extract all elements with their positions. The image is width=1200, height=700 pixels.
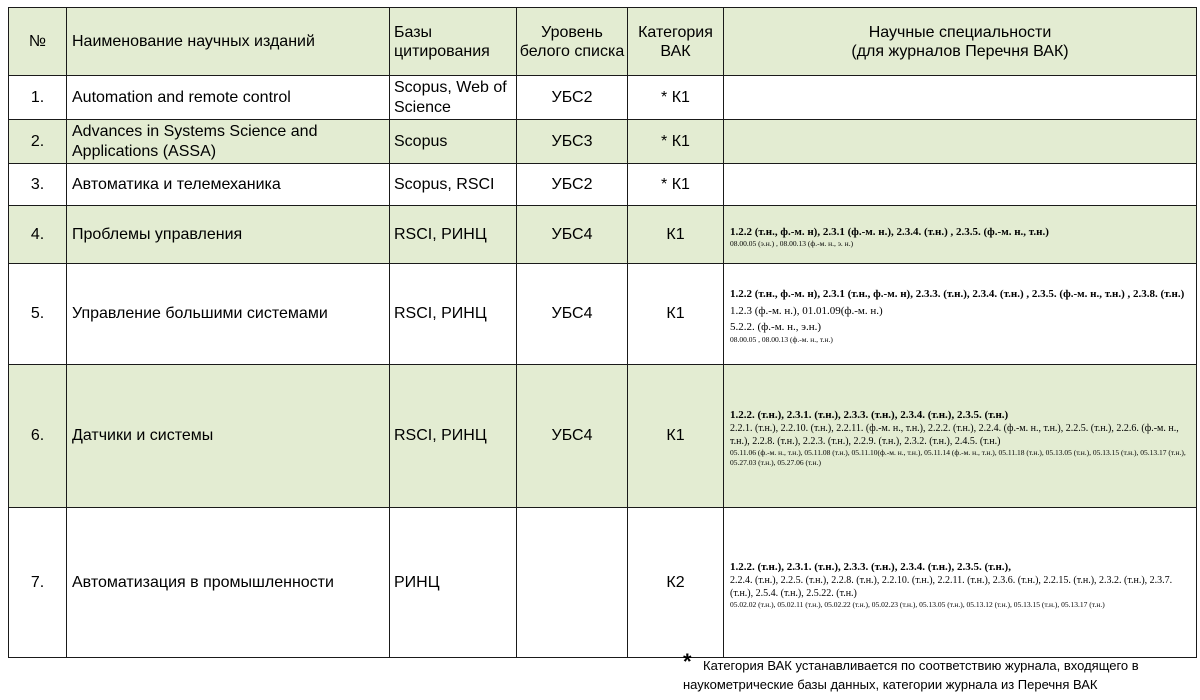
- spec-secondary: 2.2.4. (т.н.), 2.2.5. (т.н.), 2.2.8. (т.н.), 2.2.10. (т.н.), 2.2.11. (т.н.), 2.3.6. (т.н.), 2.2.15. (т.н.), 2.3.2. (т.н.), 2.3.7. (т.н.), 2.5.4. (т.н.), 2.5.22. (т.н.): [730, 574, 1173, 599]
- journal-name: Управление большими системами: [67, 264, 390, 365]
- specialties-cell: [724, 76, 1197, 120]
- spec-old-codes: 08.00.05 (э.н.) , 08.00.13 (ф.-м. н., э. н.): [730, 238, 854, 248]
- journal-name: Проблемы управления: [67, 206, 390, 264]
- whitelist-level: УБС2: [517, 76, 628, 120]
- header-whitelist-level: Уровень белого списка: [517, 8, 628, 76]
- footnote-line2: наукометрические базы данных, категории журнала из Перечня ВАК: [683, 677, 1098, 692]
- specialties-cell: [724, 206, 1197, 264]
- citation-bases: RSCI, РИНЦ: [390, 264, 517, 365]
- specialties-cell: [724, 264, 1197, 365]
- header-vak-category: Категория ВАК: [628, 8, 724, 76]
- whitelist-level: УБС4: [517, 365, 628, 508]
- journal-name: Automation and remote control: [67, 76, 390, 120]
- citation-bases: Scopus, Web of Science: [390, 76, 517, 120]
- whitelist-level: [517, 508, 628, 658]
- spec-old-codes: 05.11.06 (ф.-м. н., т.н.), 05.11.08 (т.н.), 05.11.10(ф.-м. н., т.н.), 05.11.14 (ф.-м. н., т.н.), 05.11.18 (т.н.), 05.13.05 (т.н.), 05.13.15 (т.н.), 05.13.17 (т.н.), 05.27.03 (т.н.), 05.27.06 (т.н.): [730, 448, 1186, 467]
- whitelist-level: УБС4: [517, 206, 628, 264]
- spec-main: 1.2.2. (т.н.), 2.3.1. (т.н.), 2.3.3. (т.н.), 2.3.4. (т.н.), 2.3.5. (т.н.),: [730, 560, 1011, 573]
- row-num: 1.: [9, 76, 67, 120]
- row-num: 3.: [9, 164, 67, 206]
- table-row: [9, 508, 1197, 658]
- whitelist-level: УБС4: [517, 264, 628, 365]
- journal-name: Advances in Systems Science and Applications (ASSA): [67, 120, 390, 164]
- vak-category: К1: [628, 206, 724, 264]
- journals-table: [8, 7, 1197, 658]
- row-num: 4.: [9, 206, 67, 264]
- table-row: [9, 206, 1197, 264]
- specialties-cell: [724, 164, 1197, 206]
- specialties-cell: [724, 365, 1197, 508]
- whitelist-level: УБС2: [517, 164, 628, 206]
- specialties-cell: [724, 508, 1197, 658]
- table-row: [9, 264, 1197, 365]
- row-num: 6.: [9, 365, 67, 508]
- citation-bases: RSCI, РИНЦ: [390, 206, 517, 264]
- specialties-cell: [724, 120, 1197, 164]
- spec-old-codes: 08.00.05 , 08.00.13 (ф.-м. н., т.н.): [730, 335, 833, 344]
- row-num: 2.: [9, 120, 67, 164]
- vak-category: * К1: [628, 164, 724, 206]
- header-specialties: [724, 8, 1197, 76]
- citation-bases: RSCI, РИНЦ: [390, 365, 517, 508]
- spec-main: 1.2.2 (т.н., ф.-м. н), 2.3.1 (ф.-м. н.), 2.3.4. (т.н.) , 2.3.5. (ф.-м. н., т.н.): [730, 225, 1049, 238]
- footnote-asterisk: *: [683, 649, 692, 674]
- header-row: [9, 8, 1197, 76]
- spec-main: 1.2.2 (т.н., ф.-м. н), 2.3.1 (т.н., ф.-м. н), 2.3.3. (т.н.), 2.3.4. (т.н.) , 2.3.5. (ф.-м. н., т.н.) , 2.3.8. (т.н.): [730, 288, 1185, 300]
- header-specialties-line1: Научные специальности: [868, 23, 1052, 41]
- journal-name: Датчики и системы: [67, 365, 390, 508]
- vak-category: К1: [628, 264, 724, 365]
- citation-bases: РИНЦ: [390, 508, 517, 658]
- table-row: [9, 164, 1197, 206]
- footnote: [683, 649, 1193, 694]
- spec-old-codes: 05.02.02 (т.н.), 05.02.11 (т.н.), 05.02.22 (т.н.), 05.02.23 (т.н.), 05.13.05 (т.н.), 05.13.12 (т.н.), 05.13.15 (т.н.), 05.13.17 (т.н.): [730, 599, 1105, 609]
- vak-category: К1: [628, 365, 724, 508]
- table-row: [9, 365, 1197, 508]
- journal-name: Автоматика и телемеханика: [67, 164, 390, 206]
- vak-category: * К1: [628, 76, 724, 120]
- table-row: [9, 76, 1197, 120]
- header-citation-bases: Базы цитирования: [390, 8, 517, 76]
- citation-bases: Scopus, RSCI: [390, 164, 517, 206]
- vak-category: К2: [628, 508, 724, 658]
- header-name: Наименование научных изданий: [67, 8, 390, 76]
- spec-secondary-extra: 5.2.2. (ф.-м. н., э.н.): [730, 321, 822, 333]
- row-num: 7.: [9, 508, 67, 658]
- whitelist-level: УБС3: [517, 120, 628, 164]
- row-num: 5.: [9, 264, 67, 365]
- header-num: №: [9, 8, 67, 76]
- spec-secondary: 2.2.1. (т.н.), 2.2.10. (т.н.), 2.2.11. (ф.-м. н., т.н.), 2.2.2. (т.н.), 2.2.4. (ф.-м. н., т.н.), 2.2.5. (т.н.), 2.2.6. (ф.-м. н., т.н.), 2.2.8. (т.н.), 2.2.3. (т.н.), 2.2.9. (т.н.), 2.3.2. (т.н.), 2.4.5. (т.н.): [730, 423, 1179, 447]
- footnote-line1: Категория ВАК устанавливается по соответствию журнала, входящего в: [703, 658, 1139, 673]
- spec-secondary: 1.2.3 (ф.-м. н.), 01.01.09(ф.-м. н.): [730, 305, 883, 317]
- spec-main: 1.2.2. (т.н.), 2.3.1. (т.н.), 2.3.3. (т.н.), 2.3.4. (т.н.), 2.3.5. (т.н.): [730, 409, 1009, 421]
- vak-category: * К1: [628, 120, 724, 164]
- table-row: [9, 120, 1197, 164]
- header-specialties-line2: (для журналов Перечня ВАК): [851, 42, 1069, 60]
- journal-name: Автоматизация в промышленности: [67, 508, 390, 658]
- citation-bases: Scopus: [390, 120, 517, 164]
